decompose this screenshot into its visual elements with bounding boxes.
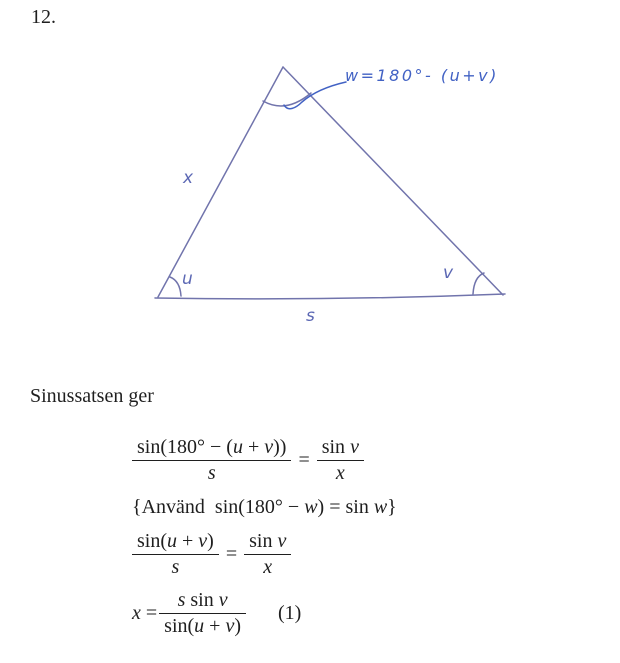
equation-3-lead: x = bbox=[132, 602, 158, 624]
angle-arc-bottom-left bbox=[170, 277, 181, 296]
side-label-s: s bbox=[306, 306, 315, 326]
equation-2-rhs-fraction bbox=[244, 530, 291, 579]
problem-number: 12. bbox=[31, 6, 56, 28]
solution-intro: Sinussatsen ger bbox=[30, 385, 154, 407]
angle-label-v: v bbox=[443, 263, 454, 283]
equation-2-lhs-numerator: sin(u + v) bbox=[137, 530, 214, 552]
equation-1-lhs-denominator: s bbox=[132, 460, 291, 485]
equation-1-rhs-fraction bbox=[317, 436, 364, 485]
equation-number-tag: (1) bbox=[278, 602, 302, 624]
side-label-x: x bbox=[183, 168, 194, 188]
equation-2 bbox=[132, 530, 397, 579]
equation-1-lhs-numerator: sin(180° − (u + v)) bbox=[137, 436, 287, 458]
equation-1-rhs-numerator: sin v bbox=[321, 436, 359, 458]
equation-1-lhs-fraction bbox=[132, 436, 291, 485]
angle-arc-bottom-right bbox=[473, 273, 484, 294]
equation-2-rhs-numerator: sin v bbox=[249, 530, 287, 552]
equation-3-denominator: sin(u + v) bbox=[159, 613, 246, 638]
equation-3 bbox=[132, 589, 397, 638]
angle-arc-apex bbox=[263, 93, 311, 106]
equation-1-rhs-denominator: x bbox=[317, 460, 364, 485]
equation-1 bbox=[132, 436, 397, 485]
apex-angle-annotation: w=180°- (u+v) bbox=[345, 66, 499, 85]
equals-sign: = bbox=[225, 543, 238, 565]
angle-label-u: u bbox=[182, 269, 193, 289]
identity-note: {Använd sin(180° − w) = sin w} bbox=[132, 496, 397, 518]
equation-3-numerator: s sin v bbox=[177, 589, 228, 611]
triangle-side-right bbox=[283, 67, 503, 295]
triangle-side-base bbox=[155, 294, 505, 299]
equation-2-rhs-denominator: x bbox=[244, 554, 291, 579]
equals-sign: = bbox=[298, 449, 310, 471]
solution-math-block bbox=[132, 436, 397, 638]
equation-2-lhs-fraction bbox=[132, 530, 219, 579]
annotation-leader-line bbox=[284, 82, 346, 109]
equation-3-fraction bbox=[159, 589, 246, 638]
equation-2-lhs-denominator: s bbox=[132, 554, 219, 579]
